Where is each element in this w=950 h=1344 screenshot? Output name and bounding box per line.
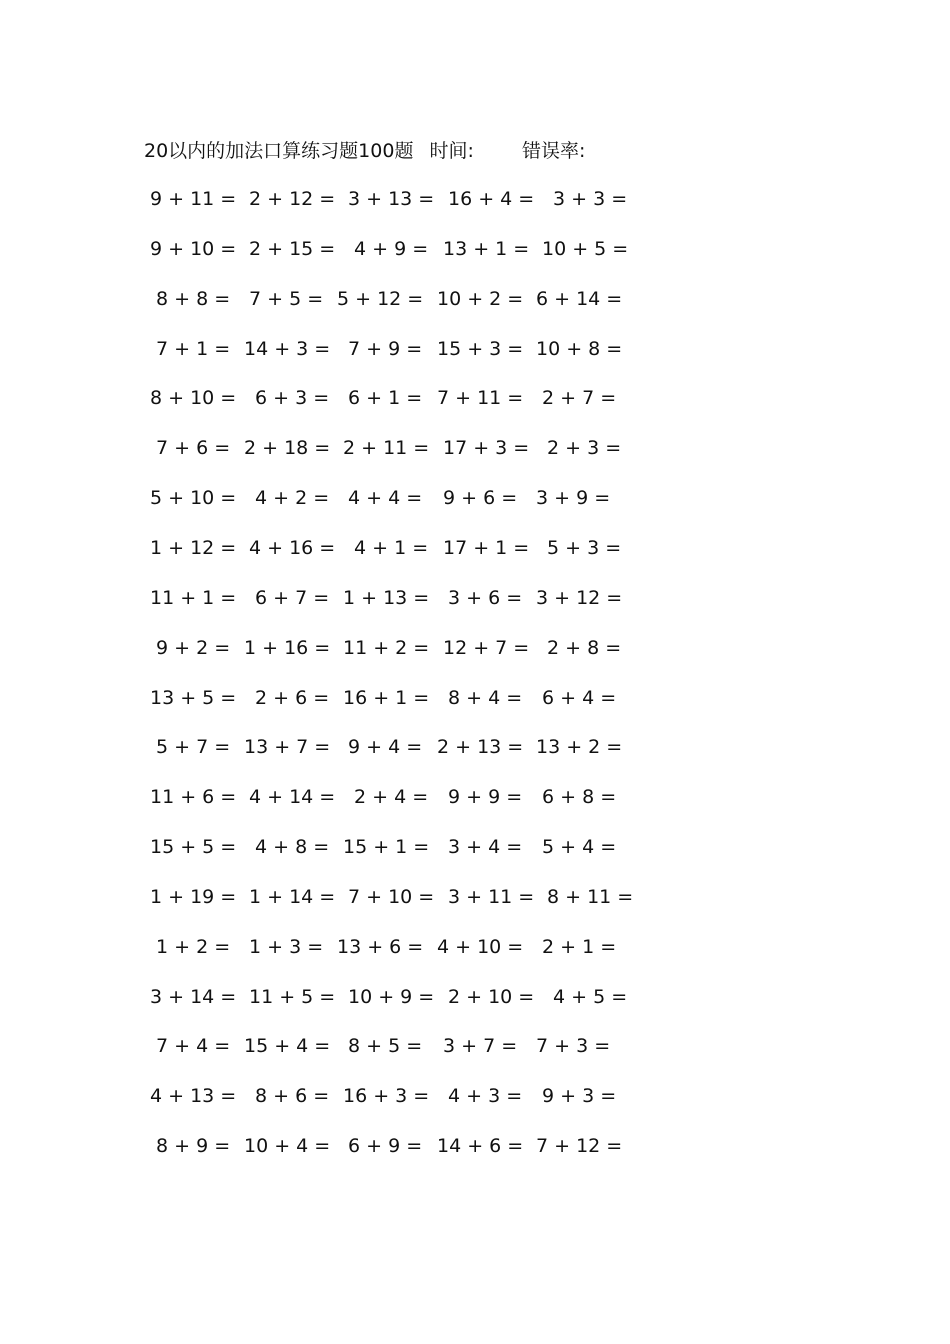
problem-r18-c5: 7 + 3 =	[536, 1035, 611, 1058]
problem-r1-c3: 3 + 13 =	[348, 188, 435, 210]
problem-r8-c5: 5 + 3 =	[547, 536, 622, 559]
problem-r8-c3: 4 + 1 =	[354, 536, 429, 559]
problem-r14-c5: 5 + 4 =	[542, 836, 617, 859]
problem-r15-c5: 8 + 11 =	[547, 885, 634, 908]
problem-r14-c1: 15 + 5 =	[150, 836, 237, 859]
problem-r8-c2: 4 + 16 =	[249, 536, 336, 559]
problem-r11-c4: 8 + 4 =	[448, 686, 523, 709]
problem-r4-c2: 14 + 3 =	[244, 337, 331, 360]
problem-r14-c3: 15 + 1 =	[343, 836, 430, 859]
problem-r20-c5: 7 + 12 =	[536, 1135, 623, 1158]
problem-r3-c1: 8 + 8 =	[156, 287, 231, 310]
problem-r13-c2: 4 + 14 =	[249, 786, 336, 809]
problem-r14-c2: 4 + 8 =	[255, 836, 330, 859]
problem-r6-c3: 2 + 11 =	[343, 437, 430, 460]
problem-r10-c5: 2 + 8 =	[547, 636, 622, 659]
problem-r17-c1: 3 + 14 =	[150, 985, 237, 1008]
problem-r20-c4: 14 + 6 =	[437, 1135, 524, 1158]
problem-r9-c4: 3 + 6 =	[448, 586, 523, 609]
problem-r5-c2: 6 + 3 =	[255, 387, 330, 410]
problem-r2-c4: 13 + 1 =	[443, 237, 530, 260]
problem-r16-c4: 4 + 10 =	[437, 935, 524, 958]
problem-r7-c5: 3 + 9 =	[536, 487, 611, 510]
problem-r13-c5: 6 + 8 =	[542, 786, 617, 809]
problem-r12-c4: 2 + 13 =	[437, 736, 524, 759]
problem-r18-c2: 15 + 4 =	[244, 1035, 331, 1058]
error-rate-label: 错误率:	[521, 140, 586, 162]
problem-r1-c2: 2 + 12 =	[249, 188, 336, 210]
problem-r12-c2: 13 + 7 =	[244, 736, 331, 759]
problem-r3-c4: 10 + 2 =	[437, 287, 524, 310]
problem-r1-c5: 3 + 3 =	[553, 188, 628, 210]
problem-r19-c3: 16 + 3 =	[343, 1085, 430, 1108]
problem-r7-c2: 4 + 2 =	[255, 487, 330, 510]
problem-r11-c1: 13 + 5 =	[150, 686, 237, 709]
problem-r7-c4: 9 + 6 =	[443, 487, 518, 510]
problem-r7-c3: 4 + 4 =	[348, 487, 423, 510]
problem-r15-c2: 1 + 14 =	[249, 885, 336, 908]
problem-r15-c4: 3 + 11 =	[448, 885, 535, 908]
problem-r4-c1: 7 + 1 =	[156, 337, 231, 360]
problem-r5-c3: 6 + 1 =	[348, 387, 423, 410]
problem-r6-c5: 2 + 3 =	[547, 437, 622, 460]
problem-r12-c1: 5 + 7 =	[156, 736, 231, 759]
problem-r8-c1: 1 + 12 =	[150, 536, 237, 559]
problem-r9-c3: 1 + 13 =	[343, 586, 430, 609]
problem-r6-c2: 2 + 18 =	[244, 437, 331, 460]
problem-r10-c2: 1 + 16 =	[244, 636, 331, 659]
problem-r12-c5: 13 + 2 =	[536, 736, 623, 759]
problem-r4-c4: 15 + 3 =	[437, 337, 524, 360]
problem-r2-c3: 4 + 9 =	[354, 237, 429, 260]
problem-r9-c5: 3 + 12 =	[536, 586, 623, 609]
problem-r12-c3: 9 + 4 =	[348, 736, 423, 759]
problem-r2-c5: 10 + 5 =	[542, 237, 629, 260]
problem-r13-c1: 11 + 6 =	[150, 786, 237, 809]
problem-r17-c2: 11 + 5 =	[249, 985, 336, 1008]
problem-r6-c1: 7 + 6 =	[156, 437, 231, 460]
problem-r17-c5: 4 + 5 =	[553, 985, 628, 1008]
problem-r5-c5: 2 + 7 =	[542, 387, 617, 410]
problem-r20-c3: 6 + 9 =	[348, 1135, 423, 1158]
problem-r10-c1: 9 + 2 =	[156, 636, 231, 659]
problem-r13-c4: 9 + 9 =	[448, 786, 523, 809]
problem-r20-c1: 8 + 9 =	[156, 1135, 231, 1158]
worksheet-title: 20以内的加法口算练习题100题	[144, 140, 414, 162]
time-label: 时间:	[429, 140, 474, 162]
problem-r9-c1: 11 + 1 =	[150, 586, 237, 609]
problem-r5-c4: 7 + 11 =	[437, 387, 524, 410]
problem-r9-c2: 6 + 7 =	[255, 586, 330, 609]
problem-r5-c1: 8 + 10 =	[150, 387, 237, 410]
problem-r17-c3: 10 + 9 =	[348, 985, 435, 1008]
problem-r6-c4: 17 + 3 =	[443, 437, 530, 460]
problem-r16-c5: 2 + 1 =	[542, 935, 617, 958]
problem-r11-c5: 6 + 4 =	[542, 686, 617, 709]
problem-r17-c4: 2 + 10 =	[448, 985, 535, 1008]
problem-r18-c3: 8 + 5 =	[348, 1035, 423, 1058]
problem-r18-c1: 7 + 4 =	[156, 1035, 231, 1058]
problem-r7-c1: 5 + 10 =	[150, 487, 237, 510]
problem-r18-c4: 3 + 7 =	[443, 1035, 518, 1058]
problem-r4-c5: 10 + 8 =	[536, 337, 623, 360]
problem-r20-c2: 10 + 4 =	[244, 1135, 331, 1158]
problem-r19-c5: 9 + 3 =	[542, 1085, 617, 1108]
problem-r13-c3: 2 + 4 =	[354, 786, 429, 809]
problem-r8-c4: 17 + 1 =	[443, 536, 530, 559]
problem-r19-c2: 8 + 6 =	[255, 1085, 330, 1108]
problem-r3-c2: 7 + 5 =	[249, 287, 324, 310]
problem-r16-c1: 1 + 2 =	[156, 935, 231, 958]
problem-r2-c1: 9 + 10 =	[150, 237, 237, 260]
problem-r4-c3: 7 + 9 =	[348, 337, 423, 360]
problem-r10-c4: 12 + 7 =	[443, 636, 530, 659]
problem-r14-c4: 3 + 4 =	[448, 836, 523, 859]
problem-r11-c3: 16 + 1 =	[343, 686, 430, 709]
problem-r15-c1: 1 + 19 =	[150, 885, 237, 908]
problem-r16-c3: 13 + 6 =	[337, 935, 424, 958]
problem-r11-c2: 2 + 6 =	[255, 686, 330, 709]
problem-r16-c2: 1 + 3 =	[249, 935, 324, 958]
problem-r1-c4: 16 + 4 =	[448, 188, 535, 210]
problem-r19-c4: 4 + 3 =	[448, 1085, 523, 1108]
problem-r19-c1: 4 + 13 =	[150, 1085, 237, 1108]
problem-r3-c5: 6 + 14 =	[536, 287, 623, 310]
problem-r15-c3: 7 + 10 =	[348, 885, 435, 908]
problem-r3-c3: 5 + 12 =	[337, 287, 424, 310]
problem-r2-c2: 2 + 15 =	[249, 237, 336, 260]
problem-r1-c1: 9 + 11 =	[150, 188, 237, 210]
problem-r10-c3: 11 + 2 =	[343, 636, 430, 659]
